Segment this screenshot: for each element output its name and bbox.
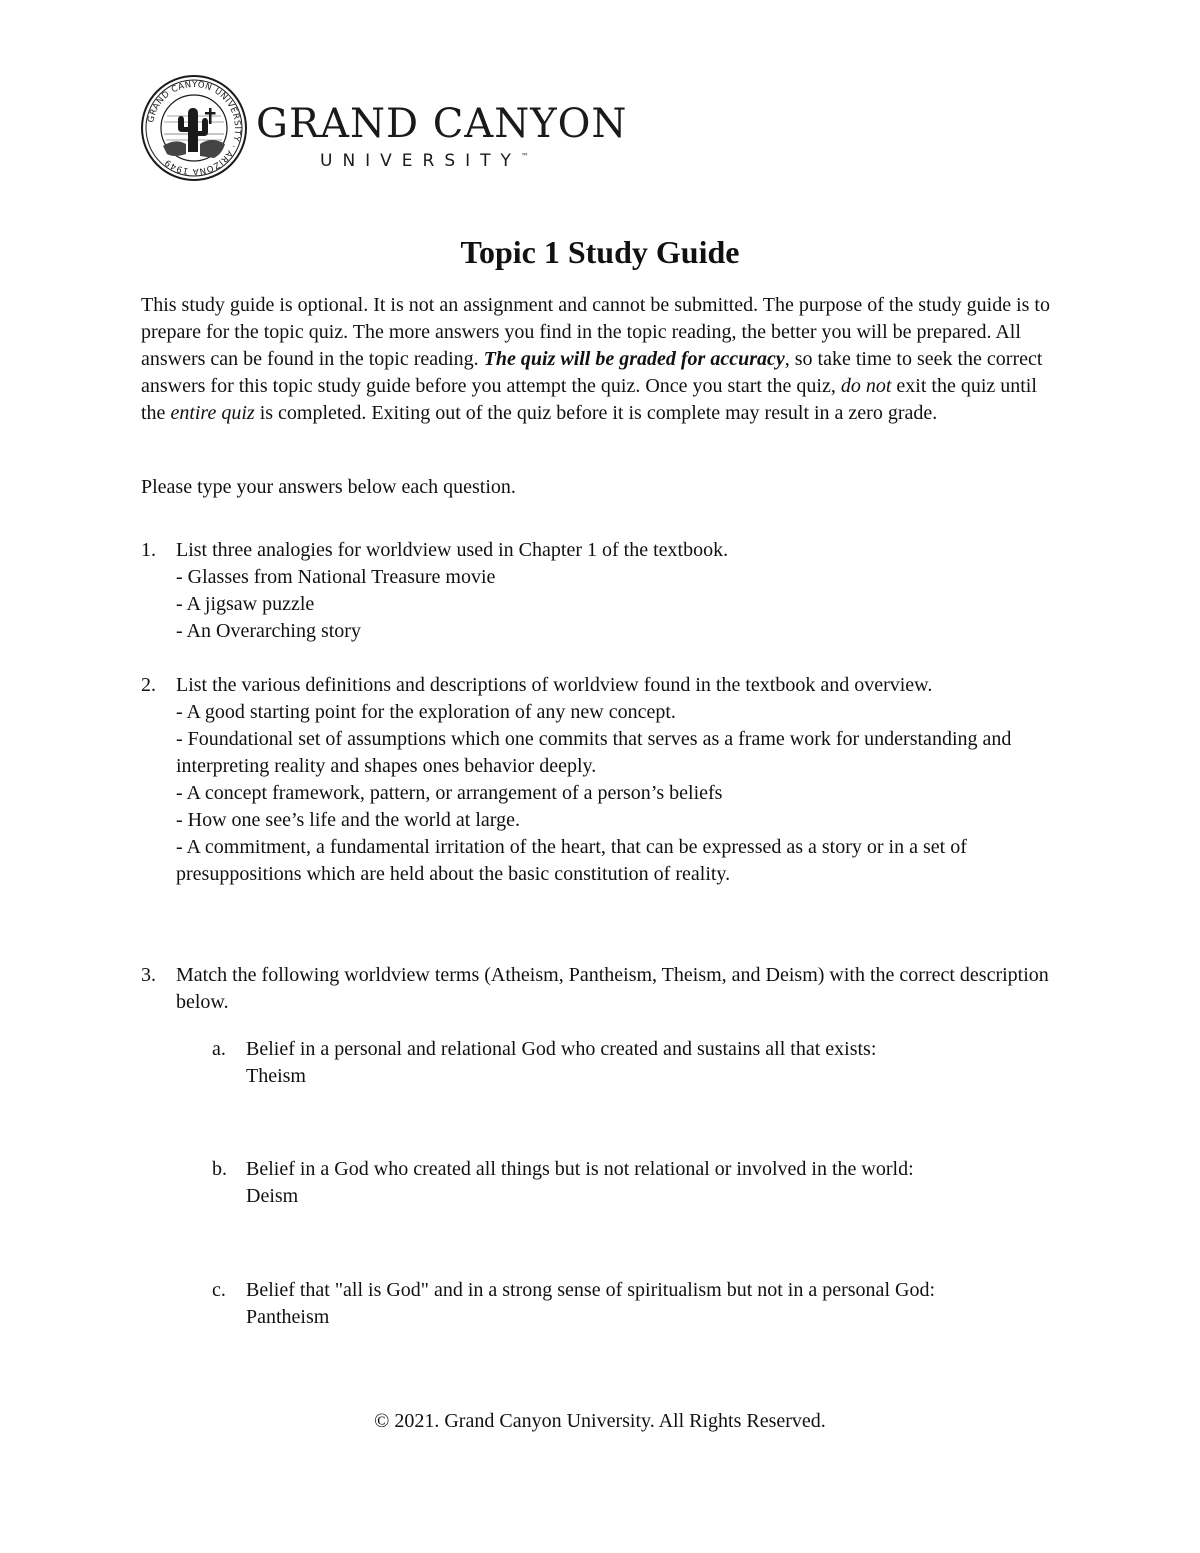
answer-line: - A concept framework, pattern, or arrangement of a person’s beliefs — [176, 782, 723, 804]
answer-line: - How one see’s life and the world at large. — [176, 809, 520, 831]
item-body — [246, 1156, 1076, 1210]
instruction-text: Please type your answers below each question. — [141, 476, 516, 498]
copyright-footer: © 2021. Grand Canyon University. All Rights Reserved. — [374, 1410, 826, 1432]
item-letter: c. — [212, 1279, 226, 1301]
intro-text-4: is completed. Exiting out of the quiz before it is complete may result in a zero grade. — [254, 402, 938, 424]
answer-line: - Foundational set of assumptions which one commits that serves as a frame work for understanding and interpreting reality and shapes ones behavior deeply. — [176, 728, 1012, 777]
answer-line: - A good starting point for the exploration of any new concept. — [176, 701, 676, 723]
item-answer: Theism — [246, 1065, 306, 1087]
intro-text-2: , so take time to seek the correct answers for this topic study guide before you attempt the quiz. Once you start the quiz, — [141, 348, 1043, 397]
item-description: Belief in a God who created all things but is not relational or involved in the world: — [246, 1158, 914, 1180]
intro-emphasis: The quiz will be graded for accuracy — [483, 348, 785, 370]
item-description: Belief that "all is God" and in a strong sense of spiritualism but not in a personal God: — [246, 1279, 935, 1301]
question-body — [176, 962, 1066, 1016]
item-letter: b. — [212, 1158, 227, 1180]
university-logo — [140, 74, 640, 180]
answer-line: - A jigsaw puzzle — [176, 593, 315, 615]
intro-italic-do-not: do not — [840, 375, 892, 397]
question-number: 3. — [141, 964, 156, 986]
brand-subtitle-text: UNIVERSITY — [320, 151, 521, 171]
item-answer: Pantheism — [246, 1306, 330, 1328]
question-body — [176, 672, 1066, 888]
answer-line: - A commitment, a fundamental irritation of the heart, that can be expressed as a story or in a set of presuppositions which are held about the basic constitution of reality. — [176, 836, 967, 885]
question-prompt: List the various definitions and descriptions of worldview found in the textbook and overview. — [176, 674, 933, 696]
item-body — [246, 1277, 1076, 1331]
question-2 — [141, 672, 1061, 922]
question-1 — [141, 537, 1061, 647]
intro-paragraph — [141, 292, 1061, 427]
intro-text-3: exit the quiz until the — [141, 375, 1037, 424]
university-seal — [140, 74, 248, 182]
item-letter: a. — [212, 1038, 226, 1060]
question-number: 1. — [141, 539, 156, 561]
brand-subtitle — [320, 153, 529, 170]
match-item-b — [212, 1156, 1062, 1216]
question-body — [176, 537, 1066, 645]
item-description: Belief in a personal and relational God who created and sustains all that exists: — [246, 1038, 877, 1060]
svg-text:GRAND CANYON UNIVERSITY · ARIZ: GRAND CANYON UNIVERSITY · ARIZONA 1949 — [146, 79, 243, 177]
question-prompt: Match the following worldview terms (Atheism, Pantheism, Theism, and Deism) with the correct description below. — [176, 964, 1049, 1013]
match-item-a — [212, 1036, 1062, 1096]
brand-name: GRAND CANYON — [256, 101, 628, 147]
match-item-c — [212, 1277, 1062, 1337]
page-title: Topic 1 Study Guide — [460, 234, 740, 270]
item-body — [246, 1036, 1076, 1090]
intro-italic-entire-quiz: entire quiz — [170, 402, 255, 424]
intro-text-1: This study guide is optional. It is not an assignment and cannot be submitted. The purpose of the study guide is to prepare for the topic quiz. The more answers you find in the topic reading, the better you will be prepared. All answers can be found in the topic reading. — [141, 294, 1050, 370]
question-prompt: List three analogies for worldview used in Chapter 1 of the textbook. — [176, 539, 729, 561]
answer-line: - Glasses from National Treasure movie — [176, 566, 496, 588]
question-number: 2. — [141, 674, 156, 696]
question-3 — [141, 962, 1061, 1022]
item-answer: Deism — [246, 1185, 299, 1207]
answer-line: - An Overarching story — [176, 620, 361, 642]
trademark-symbol: ™ — [520, 152, 529, 161]
